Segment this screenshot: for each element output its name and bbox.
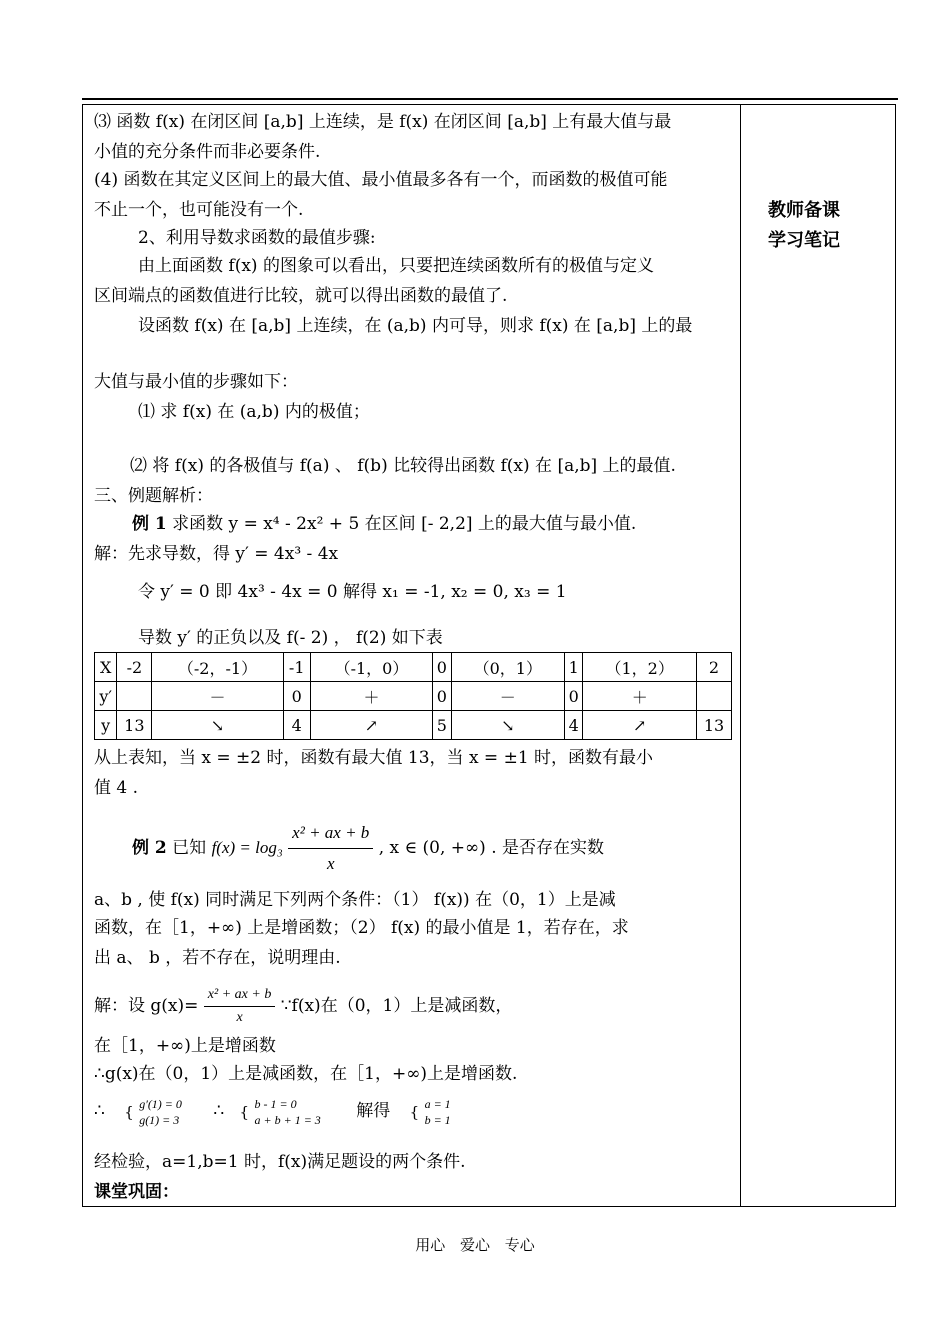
table-cell: 0 (283, 682, 310, 711)
paragraph-6-line1: 设函数 f(x) 在 [a,b] 上连续，在 (a,b) 内可导，则求 f(x) 在 [a,b] 上的最 (138, 316, 693, 336)
equation: g′(1) = 0 (139, 1096, 182, 1111)
conclusion-1-line2: 值 4 . (94, 778, 139, 798)
example-2-line2: a、b , 使 f(x) 同时满足下列两个条件：（1） f(x)) 在（0，1）上是减 (94, 890, 616, 910)
side-note-line2: 学习笔记 (768, 230, 840, 251)
system-2-equations (255, 1096, 321, 1128)
page-footer: 用心 爱心 专心 (415, 1236, 535, 1254)
table-cell: ↗ (583, 711, 697, 740)
table-cell: 0 (433, 653, 451, 682)
table-cell: ↘ (152, 711, 283, 740)
table-cell: y (95, 711, 117, 740)
example-2 (132, 818, 604, 879)
section-heading-2: 2、利用导数求函数的最值步骤: (138, 228, 376, 248)
solution-1-line3: 导数 y′ 的正负以及 f(- 2) ， f(2) 如下表 (138, 628, 443, 648)
solution-2-pre: 解：设 g(x)= (94, 996, 199, 1016)
system-2: { (239, 1102, 250, 1121)
classroom-consolidation-heading: 课堂巩固： (94, 1182, 179, 1202)
table-cell: 13 (117, 711, 152, 740)
table-row (95, 653, 732, 682)
system-1: { (124, 1102, 134, 1121)
example-1 (132, 512, 636, 536)
table-cell: （-1，0） (310, 653, 432, 682)
system-1-equations (139, 1096, 182, 1128)
teacher-notes-column (768, 196, 878, 256)
paragraph-3-line2: 小值的充分条件而非必要条件. (94, 142, 321, 162)
table-cell: 5 (433, 711, 451, 740)
system-3-equations (425, 1096, 451, 1128)
header-rule (82, 98, 898, 100)
therefore-symbol: ∴ (94, 1101, 105, 1121)
example-1-label: 例 1 (132, 514, 167, 534)
fraction-numerator: x² + ax + b (204, 984, 276, 1007)
table-cell: ＋ (583, 682, 697, 711)
table-cell: ↘ (451, 711, 565, 740)
table-cell: 0 (433, 682, 451, 711)
example-2-line3: 函数，在［1，+∞) 上是增函数；（2） f(x) 的最小值是 1，若存在，求 (94, 918, 629, 938)
therefore-symbol: ∴ (213, 1101, 225, 1121)
solution-1-line2: 令 y′ = 0 即 4x³ - 4x = 0 解得 x₁ = -1, x₂ = 0, x₃ = 1 (138, 582, 567, 602)
solution-2-line2: 在［1，+∞)上是增函数 (94, 1036, 276, 1056)
table-cell: -1 (283, 653, 310, 682)
solve-word: 解得 (356, 1101, 391, 1121)
table-cell: （-2，-1） (152, 653, 283, 682)
table-cell: -2 (117, 653, 152, 682)
section-heading-3: 三、例题解析： (94, 486, 213, 506)
system-3: { (409, 1102, 420, 1121)
conclusion-1-line1: 从上表知，当 x = ±2 时，函数有最大值 13，当 x = ±1 时，函数有最小 (94, 748, 654, 768)
example-2-function: f(x) = log₃ (211, 838, 283, 857)
table-cell: 13 (696, 711, 731, 740)
column-divider (740, 104, 741, 1207)
solution-2-line1 (94, 984, 512, 1029)
paragraph-6-line2: 大值与最小值的步骤如下： (94, 372, 298, 392)
fraction-numerator: x² + ax + b (288, 818, 373, 849)
table-cell: 0 (565, 682, 583, 711)
sign-table (94, 652, 732, 740)
equation: b = 1 (424, 1112, 451, 1127)
paragraph-5-line2: 区间端点的函数值进行比较，就可以得出函数的最值了. (94, 286, 508, 306)
fraction-denominator: x (326, 854, 335, 873)
example-2-pre: 已知 (172, 838, 207, 858)
table-cell: X (95, 653, 117, 682)
paragraph-4-line2: 不止一个，也可能没有一个. (94, 200, 304, 220)
solution-2-post: ∵f(x)在（0，1）上是减函数， (280, 996, 513, 1016)
example-2-line4: 出 a、 b ，若不存在，说明理由. (94, 948, 341, 968)
side-note-line1: 教师备课 (768, 200, 840, 221)
table-cell: y′ (95, 682, 117, 711)
solution-2-systems (94, 1094, 451, 1128)
table-row (95, 682, 732, 711)
table-cell (696, 682, 731, 711)
table-cell: （0，1） (451, 653, 565, 682)
paragraph-3-line1: ⑶ 函数 f(x) 在闭区间 [a,b] 上连续，是 f(x) 在闭区间 [a,b] 上有最大值与最 (94, 112, 672, 132)
table-cell: － (152, 682, 283, 711)
solution-1-line1: 解：先求导数，得 y′ = 4x³ - 4x (94, 544, 339, 564)
equation: a + b + 1 = 3 (254, 1112, 321, 1127)
table-cell: 2 (696, 653, 731, 682)
table-cell: ↗ (310, 711, 432, 740)
equation: g(1) = 3 (139, 1112, 180, 1127)
solution-2-fraction (204, 984, 276, 1029)
fraction-denominator: x (236, 1010, 243, 1025)
solution-2-line3: ∴g(x)在（0，1）上是减函数，在［1，+∞)上是增函数. (94, 1064, 518, 1084)
step-2: ⑵ 将 f(x) 的各极值与 f(a) 、 f(b) 比较得出函数 f(x) 在 [a,b] 上的最值. (130, 456, 676, 476)
paragraph-4-line1: (4) 函数在其定义区间上的最大值、最小值最多各有一个，而函数的极值可能 (94, 170, 668, 190)
verification: 经检验，a=1,b=1 时，f(x)满足题设的两个条件. (94, 1152, 466, 1172)
step-1: ⑴ 求 f(x) 在 (a,b) 内的极值； (138, 402, 370, 422)
table-cell (117, 682, 152, 711)
example-1-text: 求函数 y = x⁴ - 2x² + 5 在区间 [- 2,2] 上的最大值与最小值. (172, 514, 637, 534)
example-2-fraction (288, 818, 373, 879)
table-cell: 1 (565, 653, 583, 682)
table-cell: 4 (283, 711, 310, 740)
example-2-post: , x ∈ (0, +∞) . 是否存在实数 (378, 838, 605, 858)
example-2-label: 例 2 (132, 838, 167, 858)
paragraph-5-line1: 由上面函数 f(x) 的图象可以看出，只要把连续函数所有的极值与定义 (138, 256, 654, 276)
equation: a = 1 (424, 1096, 451, 1111)
table-cell: （1，2） (583, 653, 697, 682)
equation: b - 1 = 0 (254, 1096, 297, 1111)
table-cell: 4 (565, 711, 583, 740)
table-cell: － (451, 682, 565, 711)
table-row (95, 711, 732, 740)
table-cell: ＋ (310, 682, 432, 711)
